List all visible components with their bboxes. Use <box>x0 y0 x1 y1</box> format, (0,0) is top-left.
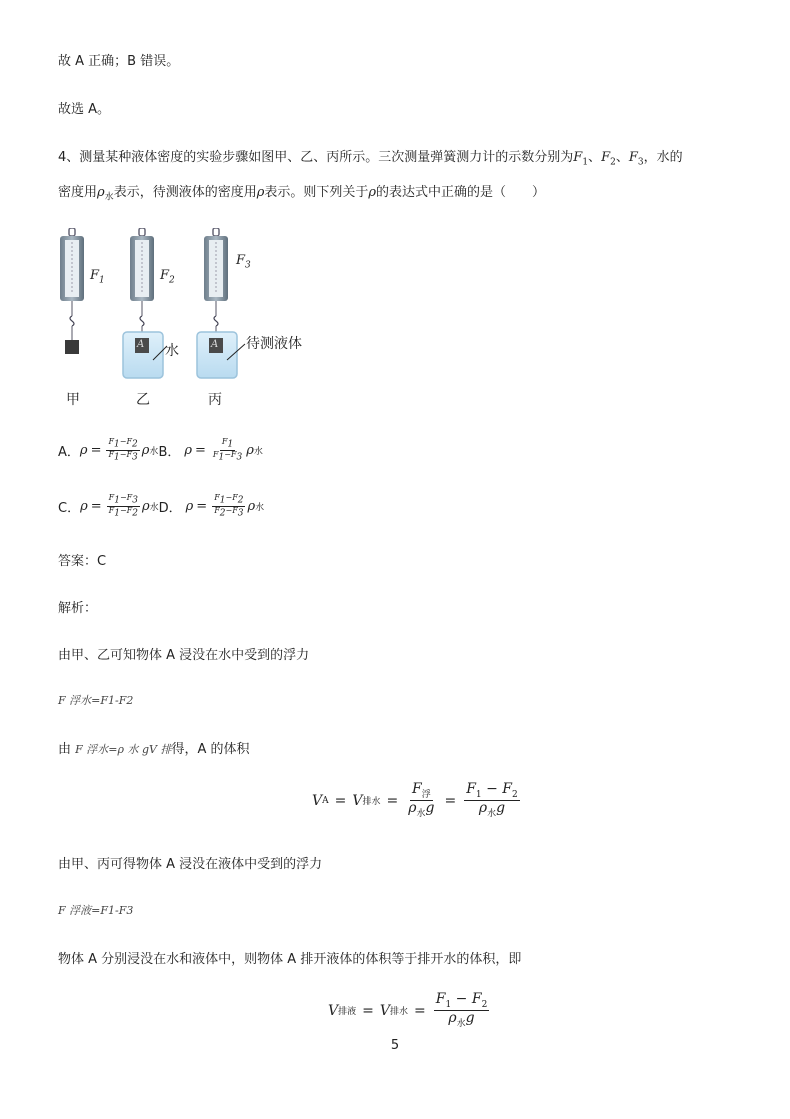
text-line: 由甲、丙可得物体 A 浸没在液体中受到的浮力 <box>58 857 323 872</box>
answer: 答案：C <box>58 554 107 569</box>
label-liquid: 待测液体 <box>246 336 302 352</box>
formula-buoyancy-water: F 浮水=F1-F2 <box>58 694 134 707</box>
text-line: 故 A 正确；B 错误。 <box>58 54 180 69</box>
label-F2: $F_2$ <box>160 268 175 286</box>
caption-jia: 甲 <box>66 392 80 408</box>
analysis-heading: 解析： <box>58 601 98 616</box>
page-number: 5 <box>390 1038 400 1053</box>
formula-buoyancy-liquid: F 浮液=F1-F3 <box>58 904 134 917</box>
experiment-figure <box>55 228 345 413</box>
text-line: 物体 A 分别浸没在水和液体中，则物体 A 排开液体的体积等于排开水的体积，即 <box>58 952 522 967</box>
text-line: 故选 A。 <box>58 102 111 117</box>
label-F3: $F_3$ <box>236 253 251 271</box>
spring-scale-yi <box>130 228 154 338</box>
question-4-line2: 密度用$\rho_水$表示，待测液体的密度用ρ表示。则下列关于ρ的表达式中正确的是（ ） <box>58 185 546 203</box>
label-water: 水 <box>165 343 179 359</box>
caption-yi: 乙 <box>136 392 150 408</box>
caption-bing: 丙 <box>208 392 222 408</box>
equation-displaced-volume: V 排液 = V 排水 = $\frac{F_1 - F_2}{\rho_水g}$ <box>328 991 488 1030</box>
options-AB: A． ρ = $\frac{F_1-F_2}{F_1-F_3}$ ρ 水 B． ρ = $\frac{F_1}{F_1-F_3}$ ρ 水 <box>58 437 263 463</box>
spring-scale-jia <box>60 228 84 354</box>
spring-scale-bing <box>204 228 228 338</box>
label-F1: $F_1$ <box>90 268 105 286</box>
question-4-line1: 4、测量某种液体密度的实验步骤如图甲、乙、丙所示。三次测量弹簧测力计的示数分别为$F_1$、$F_2$、$F_3$，水的 <box>58 150 683 168</box>
equation-volume-A: V A = V 排水 = $\frac{F_浮}{\rho_水g}$ = $\frac{F_1 - F_2}{\rho_水g}$ <box>312 781 518 820</box>
options-CD: C． ρ = $\frac{F_1-F_3}{F_1-F_2}$ ρ 水 D． ρ = $\frac{F_1-F_2}{F_2-F_3}$ ρ 水 <box>58 493 265 519</box>
block-label: A <box>211 339 219 350</box>
text-line: 由 F 浮水=ρ 水 gV 排得，A 的体积 <box>58 742 250 757</box>
block-label: A <box>137 339 145 350</box>
text-line: 由甲、乙可知物体 A 浸没在水中受到的浮力 <box>58 648 310 663</box>
